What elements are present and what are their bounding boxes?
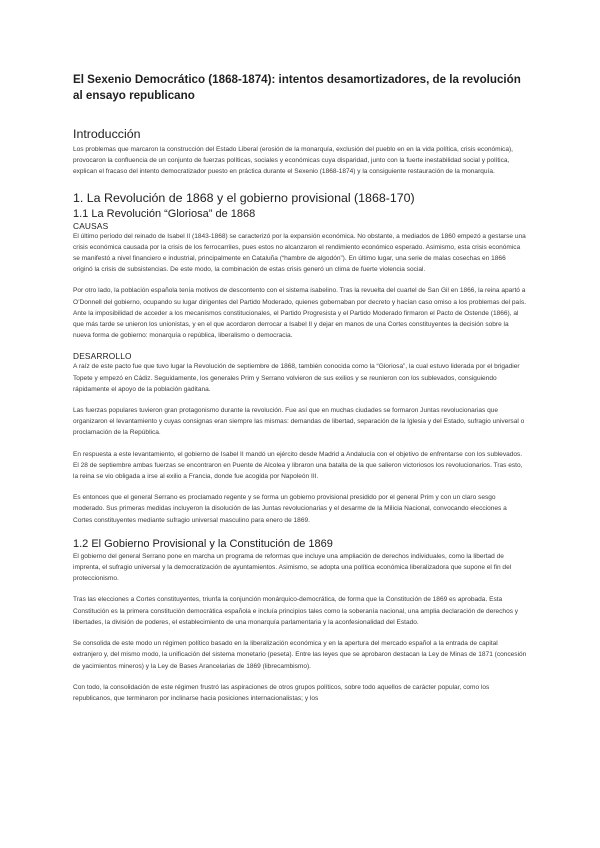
subsection-1-2-heading: 1.2 El Gobierno Provisional y la Constitución de 1869: [73, 537, 333, 550]
gobierno-paragraph-2: Tras las elecciones a Cortes constituyentes, triunfa la conjunción monárquico-democrática, de forma que la Constitución de 1869 es aprobada. Esta Constitución es la primera constitución democrática española e incluía principios tales como la soberanía nacional, una amplia declaración de derechos y libertades, la división de poderes, el establecimiento de una monarquía parlamentaria y la aconfesionalidad del Estado.: [73, 596, 519, 626]
intro-paragraph: Los problemas que marcaron la construcción del Estado Liberal (erosión de la monarquía, exclusión del pueblo en en la vida política, crisis económica), provocaron la confluencia de un conjunto de fuerzas políticas, sociales y económicas cuya disparidad, junto con la fuerte inestabilidad social y política, explican el fracaso del intento democratizador puesto en práctica durante el Sexenio (1868-1874) y la consiguiente restauración de la monarquía.: [73, 146, 513, 176]
desarrollo-paragraph-2: Las fuerzas populares tuvieron gran protagonismo durante la revolución. Fue así que en muchas ciudades se formaron Juntas revolucionarias que organizaron el levantamiento y cuyas consignas eran siempre las mismas: demandas de libertad, separación de la Iglesia y del Estado, sufragio universal o proclamación de la República.: [73, 407, 525, 437]
gobierno-paragraph-3: Se consolida de este modo un régimen político basado en la liberalización económica y en la apertura del mercado español a la entrada de capital extranjero y, del mismo modo, la unificación del sistema monetario (peseta). Entre las leyes que se aprobaron destacan la Ley de Minas de 1871 (concesión de yacimientos mineros) y la Ley de Bases Arancelarias de 1869 (librecambismo).: [73, 640, 527, 670]
gobierno-paragraph-1: El gobierno del general Serrano pone en marcha un programa de reformas que incluye una ampliación de derechos individuales, como la libertad de imprenta, el sufragio universal y la democratización de ayuntamientos. Asimismo, se adopta una política económica liberalizadora que supone el fin del proteccionismo.: [73, 552, 512, 583]
document-title: El Sexenio Democrático (1868-1874): intentos desamortizadores, de la revolución al ensayo republicano: [73, 73, 521, 102]
intro-heading: Introducción: [73, 127, 141, 141]
subsection-1-1-heading: 1.1 La Revolución “Gloriosa” de 1868: [73, 207, 256, 220]
causas-paragraph-1: El último período del reinado de Isabel II (1843-1868) se caracterizó por la expansión económica. No obstante, a mediados de 1860 empezó a gestarse una crisis económica causada por la crisis de los ferrocarriles, pues estos no alcanzaron el rendimiento económico esperado. Asimismo, esta crisis económica se manifestó a nivel financiero e industrial, principalmente en Cataluña (“hambre de algodón”). En último lugar, una serie de malas cosechas en 1866 originó la crisis de subsistencias. De este modo, la combinación de estas crisis generó un clima de fuerte violencia social.: [73, 232, 526, 274]
gobierno-paragraph-4: Con todo, la consolidación de este régimen frustró las aspiraciones de otros grupos políticos, sobre todo aquellos de carácter popular, como los republicanos, que terminaron por inclinarse hacia posiciones internacionalistas; y los: [73, 683, 490, 702]
section-1-heading: 1. La Revolución de 1868 y el gobierno provisional (1868-170): [73, 190, 415, 205]
desarrollo-paragraph-3: En respuesta a este levantamiento, el gobierno de Isabel II mandó un ejército desde Madrid a Andalucía con el objetivo de enfrentarse con los sublevados. El 28 de septiembre ambas fuerzas se encontraron en Puente de Alcolea y libraron una batalla de la que salieron victoriosos los revolucionarios. Tras esto, la reina se vio obligada a irse al exilio a Francia, donde fue acogida por Napoleón III.: [73, 450, 523, 481]
desarrollo-label: DESARROLLO: [73, 351, 132, 362]
desarrollo-paragraph-4: Es entonces que el general Serrano es proclamado regente y se forma un gobierno provisional presidido por el general Prim y con un claro sesgo moderado. Sus primeras medidas incluyeron la disolución de las Juntas revolucionarias y el desarme de la Milicia Nacional, convocando elecciones a Cortes constituyentes mediante sufragio universal masculino para enero de 1869.: [73, 494, 507, 524]
causas-paragraph-2: Por otro lado, la población española tenía motivos de descontento con el sistema isabelino. Tras la revuelta del cuartel de San Gil en 1866, la reina apartó a O’Donnell del gobierno, ocupando su lugar dirigentes del Partido Moderado, quienes gobernaban por decreto y hacían caso omiso a los problemas del país. Ante la imposibilidad de acceder a los mecanismos constitucionales, el Partido Progresista y el Partido Moderado firmaron el Pacto de Ostende (1866), al que más tarde se unieron los unionistas, y en el que acordaron derrocar a Isabel II y dejar en manos de una Cortes constituyentes la decisión sobre la nueva forma de gobierno: monarquía o república, liberalismo o democracia.: [73, 287, 527, 340]
causas-label: CAUSAS: [73, 220, 109, 231]
desarrollo-paragraph-1: A raíz de este pacto fue que tuvo lugar la Revolución de septiembre de 1868, también conocida como la “Gloriosa”, la cual estuvo liderada por el brigadier Topete y empezó en Cádiz. Seguidamente, los generales Prim y Serrano volvieron de sus exilios y se reunieron con los sublevados, consiguiendo rápidamente el apoyo de la población gaditana.: [73, 363, 520, 393]
